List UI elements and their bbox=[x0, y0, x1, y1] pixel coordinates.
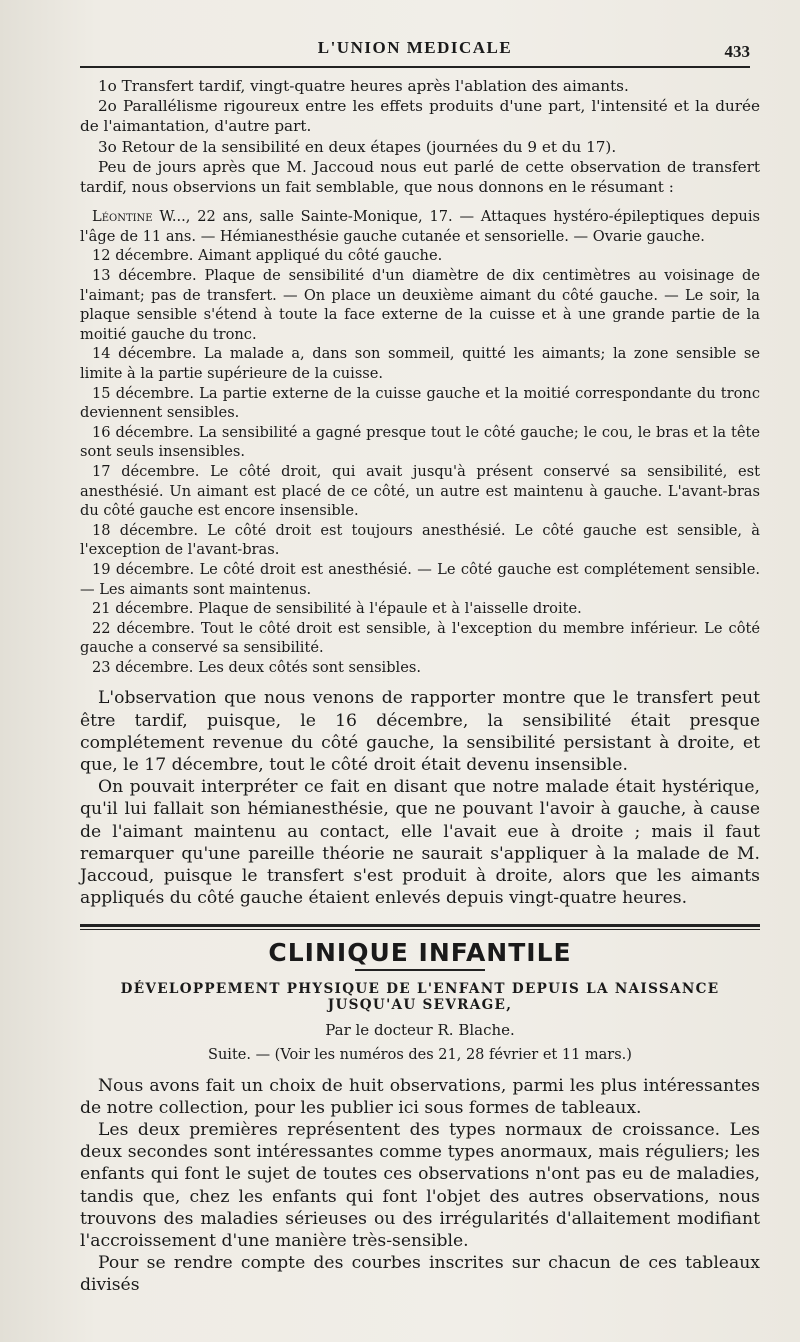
case-entry: 16 décembre. La sensibilité a gagné presque tout le côté gauche; le cou, le bras et la tête sont seuls insensibles. bbox=[80, 423, 760, 461]
article-body bbox=[80, 1075, 760, 1297]
patient-name: Léontine W..., bbox=[92, 208, 191, 226]
page-number: 433 bbox=[724, 42, 750, 61]
discussion bbox=[80, 687, 760, 909]
article-paragraph: Les deux premières représentent des types normaux de croissance. Les deux secondes sont intéressantes comme types anormaux, mais réguliers; les enfants qui font le sujet de toutes ces observations n'ont pas eu de maladies, tandis que, chez les enfants qui font l'objet des autres observations, nous trouvons des maladies sérieuses ou des irrégularités d'allaitement modifiant l'accroissement d'une manière très-sensible. bbox=[80, 1119, 760, 1251]
discussion-paragraph: On pouvait interpréter ce fait en disant que notre malade était hystérique, qu'il lui fallait son hémianesthésie, que ne pouvant l'avoir à gauche, à cause de l'aimant maintenu au contact, elle l'avait eue à droite ; mais il faut remarquer qu'une pareille théorie ne saurait s'appliquer à la malade de M. Jaccoud, puisque le transfert s'est produit à droite, alors que les aimants appliqués du côté gauche étaient enlevés depuis vingt-quatre heures. bbox=[80, 777, 760, 909]
summary-item: 2o Parallélisme rigoureux entre les effets produits d'une part, l'intensité et la durée de l'aimantation, d'autre part. bbox=[80, 97, 760, 136]
page-header bbox=[80, 38, 750, 68]
section-title: CLINIQUE INFANTILE bbox=[268, 937, 572, 967]
summary-item: 3o Retour de la sensibilité en deux étapes (journées du 9 et du 17). bbox=[98, 137, 617, 156]
case-intro bbox=[80, 207, 760, 246]
article-paragraph: Nous avons fait un choix de huit observations, parmi les plus intéressantes de notre collection, pour les publier ici sous formes de tableaux. bbox=[80, 1075, 760, 1118]
patient-intro: 22 ans, salle Sainte-Monique, 17. — Attaques hystéro-épileptiques depuis l'âge de 11 ans. — Hémianesthésie gauche cutanée et sensorielle. — Ovarie gauche. bbox=[80, 208, 760, 245]
case-entry: 18 décembre. Le côté droit est toujours anesthésié. Le côté gauche est sensible, à l'exception de l'avant-bras. bbox=[80, 521, 760, 559]
summary-paragraph: Peu de jours après que M. Jaccoud nous eut parlé de cette observation de transfert tardif, nous observions un fait semblable, que nous donnons en le résumant : bbox=[80, 157, 760, 197]
section-divider bbox=[80, 924, 760, 930]
discussion-paragraph: L'observation que nous venons de rapporter montre que le transfert peut être tardif, puisque, le 16 décembre, la sensibilité était presque complétement revenue du côté gauche, la sensibilité persistant à droite, et que, le 17 décembre, tout le côté droit était devenu insensible. bbox=[80, 688, 760, 776]
case-report bbox=[80, 207, 760, 677]
summary-list bbox=[80, 76, 760, 197]
case-entry: 21 décembre. Plaque de sensibilité à l'épaule et à l'aisselle droite. bbox=[92, 600, 582, 618]
case-entry: 13 décembre. Plaque de sensibilité d'un diamètre de dix centimètres au voisinage de l'aimant; pas de transfert. — On place un deuxième aimant du côté gauche. — Le soir, la plaque sensible s'étend à toute la face externe de la cuisse et à une grande partie de la moitié gauche du tronc. bbox=[80, 267, 760, 343]
title-rule bbox=[355, 969, 485, 971]
case-entry: 12 décembre. Aimant appliqué du côté gauche. bbox=[92, 247, 443, 265]
article-title: DÉVELOPPEMENT PHYSIQUE DE L'ENFANT DEPUIS LA NAISSANCE JUSQU'AU SEVRAGE, bbox=[120, 980, 720, 1013]
summary-item: 1o Transfert tardif, vingt-quatre heures après l'ablation des aimants. bbox=[98, 77, 629, 95]
suite-note: Suite. — (Voir les numéros des 21, 28 février et 11 mars.) bbox=[208, 1046, 632, 1063]
case-entry: 22 décembre. Tout le côté droit est sensible, à l'exception du membre inférieur. Le côté gauche a conservé sa sensibilité. bbox=[80, 619, 760, 657]
byline: Par le docteur R. Blache. bbox=[325, 1020, 515, 1039]
case-entry: 14 décembre. La malade a, dans son sommeil, quitté les aimants; la zone sensible se limite à la partie supérieure de la cuisse. bbox=[80, 345, 760, 382]
case-entry: 17 décembre. Le côté droit, qui avait jusqu'à présent conservé sa sensibilité, est anesthésié. Un aimant est placé de ce côté, un autre est maintenu à gauche. L'avant-bras du côté gauche est encore insensible. bbox=[80, 462, 760, 520]
case-entry: 23 décembre. Les deux côtés sont sensibles. bbox=[92, 658, 421, 676]
case-entry: 19 décembre. Le côté droit est anesthésié. — Le côté gauche est complétement sensible. — Les aimants sont maintenus. bbox=[80, 560, 760, 598]
article-paragraph: Pour se rendre compte des courbes inscrites sur chacun de ces tableaux divisés bbox=[80, 1253, 760, 1296]
case-entry: 15 décembre. La partie externe de la cuisse gauche et la moitié correspondante du tronc deviennent sensibles. bbox=[80, 384, 760, 422]
running-title: L'UNION MEDICALE bbox=[317, 38, 513, 57]
